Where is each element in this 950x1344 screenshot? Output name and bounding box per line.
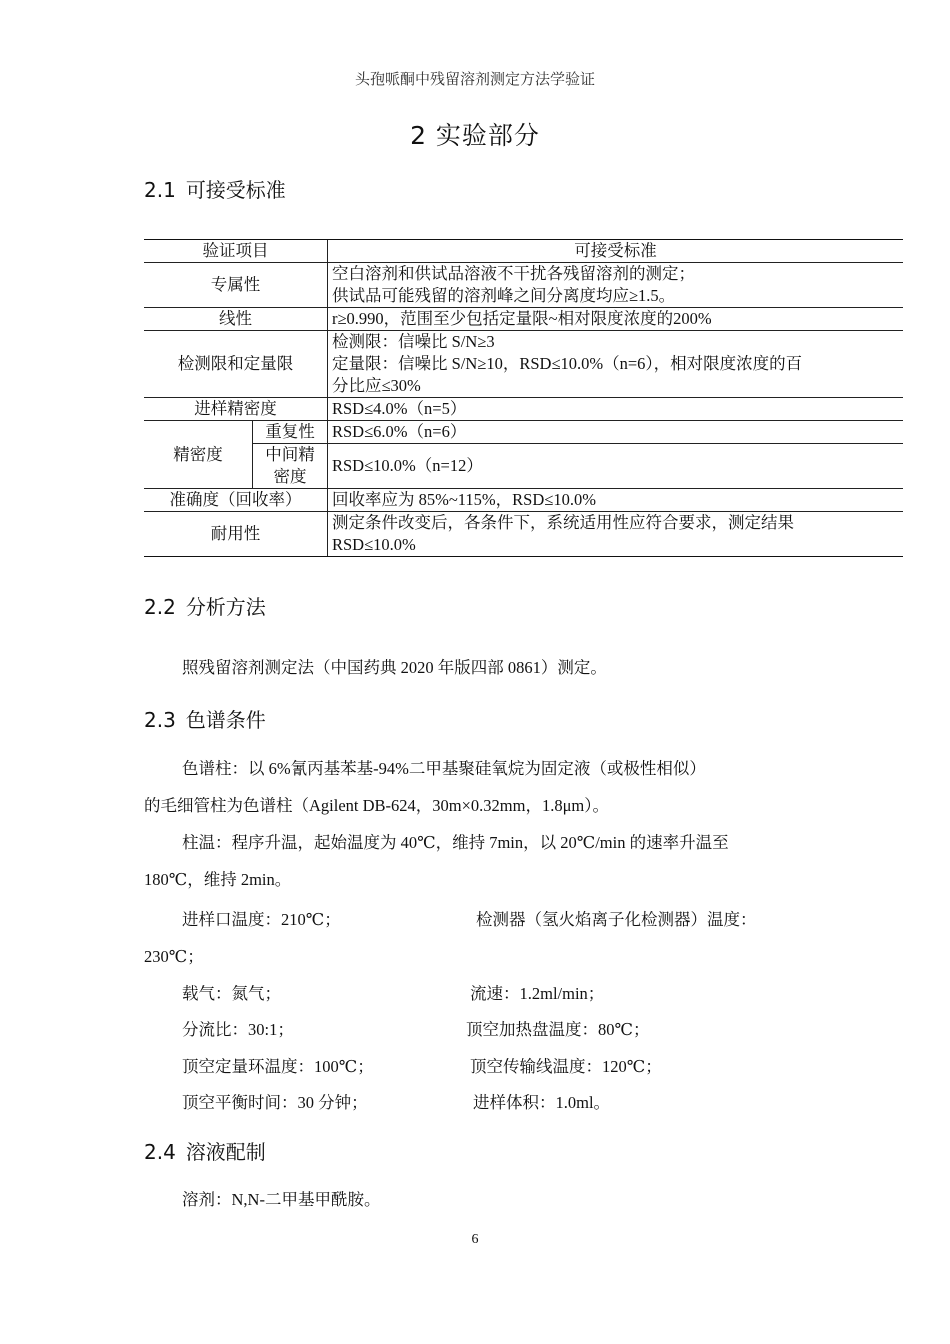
carrier-gas: 载气：氮气； xyxy=(182,984,281,1003)
row-item: 专属性 xyxy=(144,263,328,308)
criteria-line: RSD≤4.0%（n=5） xyxy=(332,399,467,418)
table-row xyxy=(144,308,903,331)
method-paragraph: 照残留溶剂测定法（中国药典 2020 年版四部 0861）测定。 xyxy=(182,658,607,677)
row-subitem: 重复性 xyxy=(253,421,328,444)
section-2-4-heading xyxy=(144,1136,266,1165)
column-line-1: 色谱柱：以 6%氰丙基苯基-94%二甲基聚硅氧烷为固定液（或极性相似） xyxy=(182,759,706,778)
section-number: 2.4 xyxy=(144,1140,176,1164)
section-2-1-heading xyxy=(144,174,286,203)
criteria-line: 分比应≤30% xyxy=(332,376,421,395)
row-item: 耐用性 xyxy=(144,512,328,557)
subitem-line: 密度 xyxy=(273,467,307,486)
criteria-line: 空白溶剂和供试品溶液不干扰各残留溶剂的测定； xyxy=(332,264,695,283)
row-item: 进样精密度 xyxy=(144,398,328,421)
criteria-line: 供试品可能残留的溶剂峰之间分离度均应≥1.5。 xyxy=(332,286,676,305)
section-number: 2.2 xyxy=(144,595,176,619)
table-row xyxy=(144,331,903,398)
transfer-line-temp: 顶空传输线温度：120℃； xyxy=(470,1057,662,1076)
row-criteria xyxy=(328,398,904,421)
running-header: 头孢哌酮中残留溶剂测定方法学验证 xyxy=(354,72,595,88)
row-item: 精密度 xyxy=(144,421,253,489)
column-line-2: 的毛细管柱为色谱柱（Agilent DB-624，30m×0.32mm，1.8μm）。 xyxy=(144,796,610,815)
table-row xyxy=(144,444,903,489)
row-criteria xyxy=(328,512,904,557)
row-criteria xyxy=(328,444,904,489)
criteria-line: RSD≤6.0%（n=6） xyxy=(332,422,467,441)
table-row xyxy=(144,489,903,512)
subitem-line: 中间精 xyxy=(265,445,315,464)
section-title: 可接受标准 xyxy=(185,178,286,202)
table-row xyxy=(144,263,903,308)
table-row xyxy=(144,398,903,421)
criteria-line: RSD≤10.0%（n=12） xyxy=(332,456,483,475)
flow-rate: 流速：1.2ml/min； xyxy=(470,984,605,1003)
section-number: 2.1 xyxy=(144,178,176,202)
row-criteria xyxy=(328,308,904,331)
row-item: 准确度（回收率） xyxy=(144,489,328,512)
row-subitem xyxy=(253,444,328,489)
detector-temp-value: 230℃； xyxy=(144,947,204,966)
temp-line-2: 180℃，维持 2min。 xyxy=(144,870,292,889)
inlet-temp: 进样口温度：210℃； xyxy=(182,910,341,929)
criteria-line: 定量限：信噪比 S/N≥10，RSD≤10.0%（n=6），相对限度浓度的百 xyxy=(332,354,803,373)
loop-temp: 顶空定量环温度：100℃； xyxy=(182,1057,374,1076)
chapter-title: 2 实验部分 xyxy=(410,121,540,150)
header-validation-item: 验证项目 xyxy=(144,240,328,263)
injection-volume: 进样体积：1.0ml。 xyxy=(473,1093,611,1112)
headspace-oven-temp: 顶空加热盘温度：80℃； xyxy=(466,1020,650,1039)
section-2-3-heading xyxy=(144,704,266,733)
page-number: 6 xyxy=(471,1232,479,1247)
criteria-line: 检测限：信噪比 S/N≥3 xyxy=(332,332,495,351)
row-criteria xyxy=(328,489,904,512)
criteria-line: RSD≤10.0% xyxy=(332,535,416,554)
temp-line-1: 柱温：程序升温，起始温度为 40℃，维持 7min，以 20℃/min 的速率升温至 xyxy=(182,833,729,852)
equilibration-time: 顶空平衡时间：30 分钟； xyxy=(182,1093,368,1112)
row-item: 线性 xyxy=(144,308,328,331)
table-row xyxy=(144,421,903,444)
section-2-2-heading xyxy=(144,591,266,620)
criteria-line: 回收率应为 85%~115%，RSD≤10.0% xyxy=(332,490,596,509)
header-acceptance-criteria: 可接受标准 xyxy=(328,240,904,263)
split-ratio: 分流比：30:1； xyxy=(182,1020,294,1039)
section-title: 色谱条件 xyxy=(185,708,266,732)
criteria-line: r≥0.990，范围至少包括定量限~相对限度浓度的200% xyxy=(332,309,712,328)
section-title: 分析方法 xyxy=(185,595,266,619)
row-item: 检测限和定量限 xyxy=(144,331,328,398)
section-title: 溶液配制 xyxy=(185,1140,266,1164)
criteria-line: 测定条件改变后，各条件下，系统适用性应符合要求，测定结果 xyxy=(332,513,794,532)
detector-temp: 检测器（氢火焰离子化检测器）温度： xyxy=(476,910,757,929)
table-row xyxy=(144,512,903,557)
row-criteria xyxy=(328,263,904,308)
solvent-line: 溶剂：N,N-二甲基甲酰胺。 xyxy=(182,1190,381,1209)
table-header-row xyxy=(144,240,903,263)
acceptance-criteria-table xyxy=(144,239,903,557)
section-number: 2.3 xyxy=(144,708,176,732)
row-criteria xyxy=(328,331,904,398)
row-criteria xyxy=(328,421,904,444)
